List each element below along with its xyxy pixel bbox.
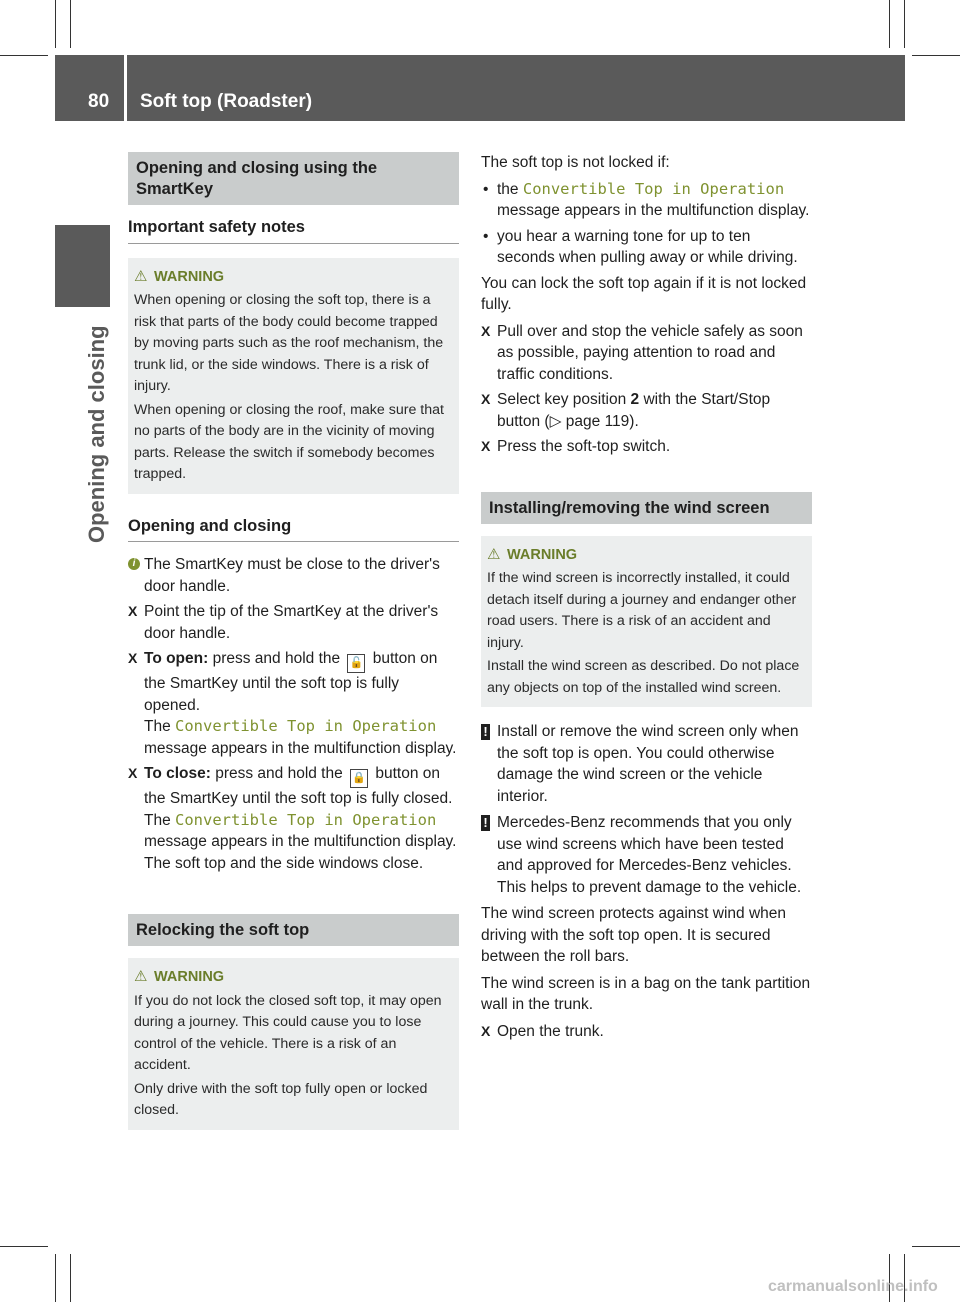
step-text: press and hold the: [208, 650, 345, 667]
instruction-step: [481, 436, 812, 458]
warning-label: WARNING: [154, 268, 225, 285]
instruction-step: [128, 601, 459, 644]
display-message: Convertible Top in Operation: [175, 810, 437, 829]
unlock-icon: 🔓: [347, 654, 365, 673]
step-label: To close:: [144, 765, 211, 782]
instruction-step: [128, 763, 459, 874]
section-title-relocking: Relocking the soft top: [128, 914, 459, 946]
step-text: Point the tip of the SmartKey at the driver's door handle.: [144, 603, 439, 642]
step-text: Press the soft-top switch.: [497, 438, 671, 455]
instruction-step: [481, 1021, 812, 1043]
right-column: [481, 152, 812, 1046]
warning-header: [134, 966, 451, 989]
exclamation-icon: !: [481, 815, 490, 831]
step-text: press and hold the: [210, 765, 348, 782]
step-text: The: [144, 811, 176, 829]
step-arrow-icon: X: [128, 765, 138, 781]
bullet-text: message appears in the multifunction display.: [497, 202, 810, 219]
warning-label: WARNING: [507, 546, 578, 563]
warning-text: When opening or closing the soft top, there is a risk that parts of the body could become trapped by moving parts such as the roof mechanism, the trunk lid, or the side windows. There is a risk of injury.: [134, 292, 444, 394]
caution-note: [481, 721, 812, 807]
caution-note: [481, 812, 812, 898]
subheading-opening: Opening and closing: [128, 516, 459, 543]
step-arrow-icon: X: [481, 438, 491, 454]
section-title-wind-screen: Installing/removing the wind screen: [481, 492, 812, 524]
subheading-safety: Important safety notes: [128, 217, 459, 244]
display-message: Convertible Top in Operation: [522, 179, 785, 198]
warning-text: Install the wind screen as described. Do not place any objects on top of the installed wind screen.: [487, 658, 800, 696]
key-position: 2: [630, 391, 640, 408]
warning-text: When opening or closing the roof, make sure that no parts of the body are in the vicinity of moving parts. Release the switch if somebody becomes trapped.: [134, 401, 444, 482]
running-title: Soft top (Roadster): [140, 91, 313, 112]
warning-box: [128, 258, 459, 494]
warning-header: [487, 544, 804, 567]
section-title-smartkey: Opening and closing using the SmartKey: [128, 152, 459, 205]
bullet-item: [481, 179, 812, 222]
step-text: Open the trunk.: [497, 1022, 604, 1040]
bullet-icon: •: [483, 227, 489, 245]
step-arrow-icon: X: [128, 603, 138, 619]
warning-triangle-icon: ⚠: [134, 968, 148, 985]
info-text: The SmartKey must be close to the driver's door handle.: [144, 556, 440, 595]
step-text: message appears in the multifunction display.: [144, 739, 457, 757]
bullet-item: [481, 226, 812, 269]
warning-triangle-icon: ⚠: [134, 267, 148, 285]
step-text: The: [144, 718, 176, 735]
crop-mark: [70, 0, 71, 48]
paragraph: The wind screen protects against wind when driving with the soft top open. It is secured between the roll bars.: [481, 905, 786, 965]
warning-box: [128, 958, 459, 1130]
info-note: [128, 554, 459, 597]
step-text: Pull over and stop the vehicle safely as soon as possible, paying attention to road and traffic conditions.: [497, 322, 803, 383]
bullet-text: you hear a warning tone for up to ten seconds when pulling away or while driving.: [497, 227, 798, 266]
instruction-step: [481, 321, 812, 386]
step-arrow-icon: X: [481, 1022, 491, 1039]
instruction-step: [128, 648, 459, 759]
step-text: message appears in the multifunction display. The soft top and the side windows close.: [144, 833, 457, 872]
crop-mark: [0, 1246, 48, 1247]
step-arrow-icon: X: [481, 391, 491, 407]
chapter-tab: [55, 225, 110, 307]
left-column: [128, 152, 459, 1130]
step-label: To open:: [144, 650, 209, 667]
crop-mark: [889, 0, 890, 48]
exclamation-icon: !: [481, 724, 490, 740]
crop-mark: [912, 55, 960, 56]
chapter-title: Opening and closing: [84, 325, 109, 543]
step-text: ).: [629, 412, 639, 430]
crop-mark: [70, 1254, 71, 1302]
paragraph: The wind screen is in a bag on the tank partition wall in the trunk.: [481, 974, 811, 1013]
page-number: 80: [88, 91, 110, 112]
instruction-step: [481, 389, 812, 432]
step-text: button on the SmartKey until the soft top is fully closed.: [144, 765, 453, 807]
lock-icon: 🔒: [350, 769, 368, 788]
crop-mark: [0, 55, 48, 56]
warning-text: If you do not lock the closed soft top, it may open during a journey. This could cause you to lose control of the vehicle. There is a risk of an accident.: [134, 992, 442, 1073]
note-text: Install or remove the wind screen only when the soft top is open. You could otherwise damage the wind screen or the vehicle interior.: [497, 723, 799, 805]
info-icon: i: [128, 558, 140, 570]
step-arrow-icon: X: [128, 650, 138, 666]
bullet-icon: •: [483, 180, 489, 198]
warning-header: [134, 266, 451, 289]
crop-mark: [904, 0, 905, 48]
crop-mark: [912, 1246, 960, 1247]
note-text: Mercedes-Benz recommends that you only use wind screens which have been tested and approved for Mercedes-Benz vehicles. This helps to prevent damage to the vehicle.: [497, 814, 802, 896]
footer-watermark: carmanualsonline.info: [768, 1278, 938, 1295]
warning-text: If the wind screen is incorrectly installed, it could detach itself during a journey and endanger other road users. There is a risk of an accident and injury.: [487, 570, 797, 651]
bullet-text: the: [497, 180, 523, 198]
page-reference-link[interactable]: ▷ page 119: [549, 412, 630, 430]
paragraph: You can lock the soft top again if it is not locked fully.: [481, 274, 807, 313]
crop-mark: [55, 1254, 56, 1302]
step-text: with the Start/Stop button (: [497, 391, 771, 430]
warning-text: Only drive with the soft top fully open or locked closed.: [134, 1080, 428, 1118]
step-arrow-icon: X: [481, 322, 491, 339]
crop-mark: [55, 0, 56, 48]
step-text: Select key position: [497, 391, 631, 408]
warning-box: [481, 536, 812, 708]
display-message: Convertible Top in Operation: [175, 717, 437, 735]
step-text: button on the SmartKey until the soft top is fully opened.: [144, 650, 438, 714]
paragraph: The soft top is not locked if:: [481, 154, 670, 171]
warning-triangle-icon: ⚠: [487, 545, 501, 563]
warning-label: WARNING: [154, 969, 225, 985]
header-separator: [124, 55, 127, 121]
